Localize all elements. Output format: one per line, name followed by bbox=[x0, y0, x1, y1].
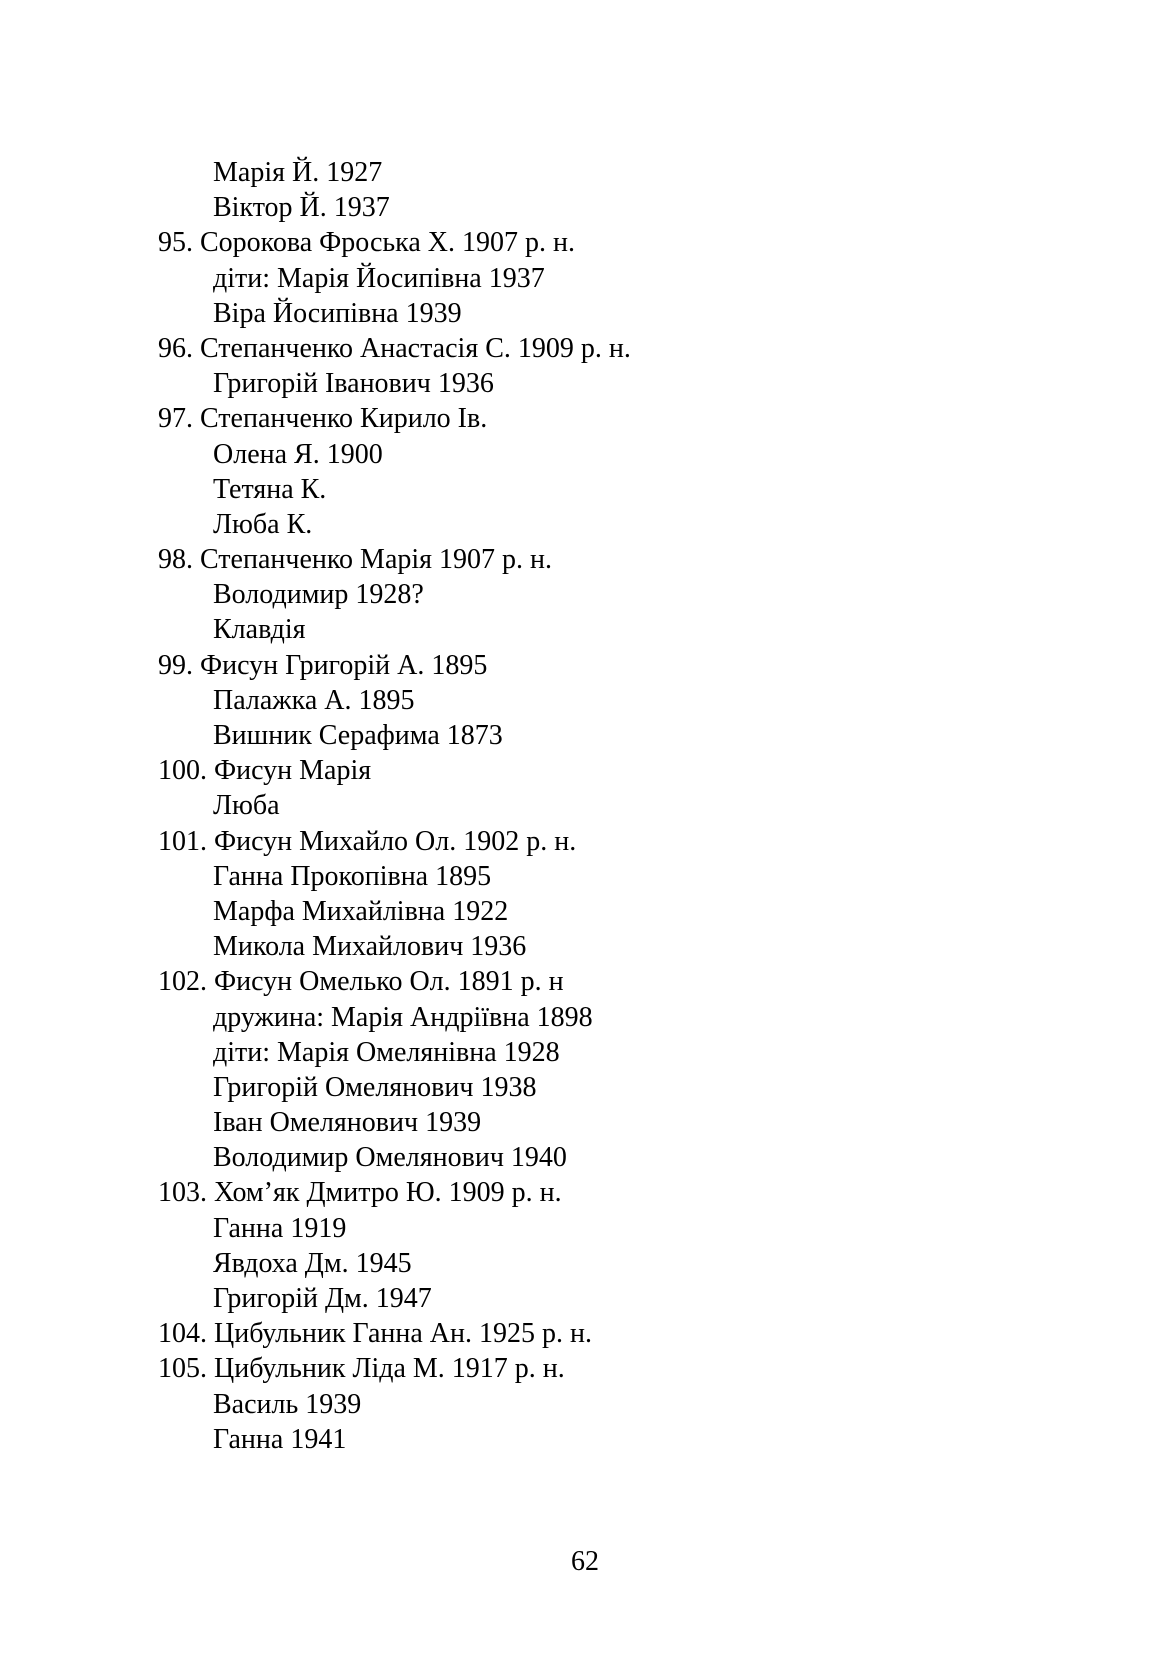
list-line: Григорій Омелянович 1938 bbox=[213, 1071, 537, 1103]
list-line: Люба К. bbox=[213, 508, 313, 540]
list-line: Віктор Й. 1937 bbox=[213, 192, 390, 224]
entry-heading: 96. Степанченко Анастасія С. 1909 р. н. bbox=[158, 332, 631, 364]
list-line: Микола Михайлович 1936 bbox=[213, 931, 527, 963]
list-line: Вишник Серафима 1873 bbox=[213, 720, 503, 751]
entry-heading: 105. Цибульник Ліда М. 1917 р. н. bbox=[158, 1353, 565, 1385]
entry-heading: 100. Фисун Марія bbox=[158, 755, 372, 787]
list-line: Палажка А. 1895 bbox=[213, 684, 415, 716]
list-line: Володимир Омелянович 1940 bbox=[213, 1142, 567, 1174]
list-line: Ганна 1941 bbox=[213, 1423, 347, 1455]
household-list bbox=[158, 155, 1058, 1457]
entry-heading: 97. Степанченко Кирило Ів. bbox=[158, 403, 488, 435]
entry-heading: 95. Сорокова Фроська Х. 1907 р. н. bbox=[158, 227, 575, 259]
entry-heading: 101. Фисун Михайло Ол. 1902 р. н. bbox=[158, 825, 577, 857]
entry-heading: 102. Фисун Омелько Ол. 1891 р. н bbox=[158, 966, 564, 998]
list-line: Григорій Дм. 1947 bbox=[213, 1283, 432, 1314]
list-line: Ганна Прокопівна 1895 bbox=[213, 860, 492, 892]
list-line: Марфа Михайлівна 1922 bbox=[213, 895, 509, 927]
entry-heading: 98. Степанченко Марія 1907 р. н. bbox=[158, 544, 553, 576]
list-line: дружина: Марія Андріївна 1898 bbox=[213, 1001, 593, 1033]
list-line: Ганна 1919 bbox=[213, 1212, 347, 1244]
list-line: діти: Марія Йосипівна 1937 bbox=[213, 262, 545, 294]
list-line: Клавдія bbox=[213, 614, 306, 646]
entry-heading: 104. Цибульник Ганна Ан. 1925 р. н. bbox=[158, 1318, 592, 1350]
entry-heading: 103. Хом’як Дмитро Ю. 1909 р. н. bbox=[158, 1177, 562, 1209]
list-line: Марія Й. 1927 bbox=[213, 157, 383, 188]
list-line: Віра Йосипівна 1939 bbox=[213, 297, 462, 329]
entry-heading: 99. Фисун Григорій А. 1895 bbox=[158, 649, 488, 681]
list-line: Григорій Іванович 1936 bbox=[213, 368, 494, 400]
list-line: Явдоха Дм. 1945 bbox=[213, 1247, 412, 1279]
list-line: Олена Я. 1900 bbox=[213, 438, 383, 470]
list-line: Люба bbox=[213, 790, 280, 822]
list-line: діти: Марія Омелянівна 1928 bbox=[213, 1036, 560, 1068]
page-number: 62 bbox=[571, 1546, 599, 1577]
list-line: Тетяна К. bbox=[213, 473, 327, 505]
list-line: Іван Омелянович 1939 bbox=[213, 1107, 482, 1139]
list-line: Василь 1939 bbox=[213, 1388, 362, 1420]
list-line: Володимир 1928? bbox=[213, 579, 424, 611]
